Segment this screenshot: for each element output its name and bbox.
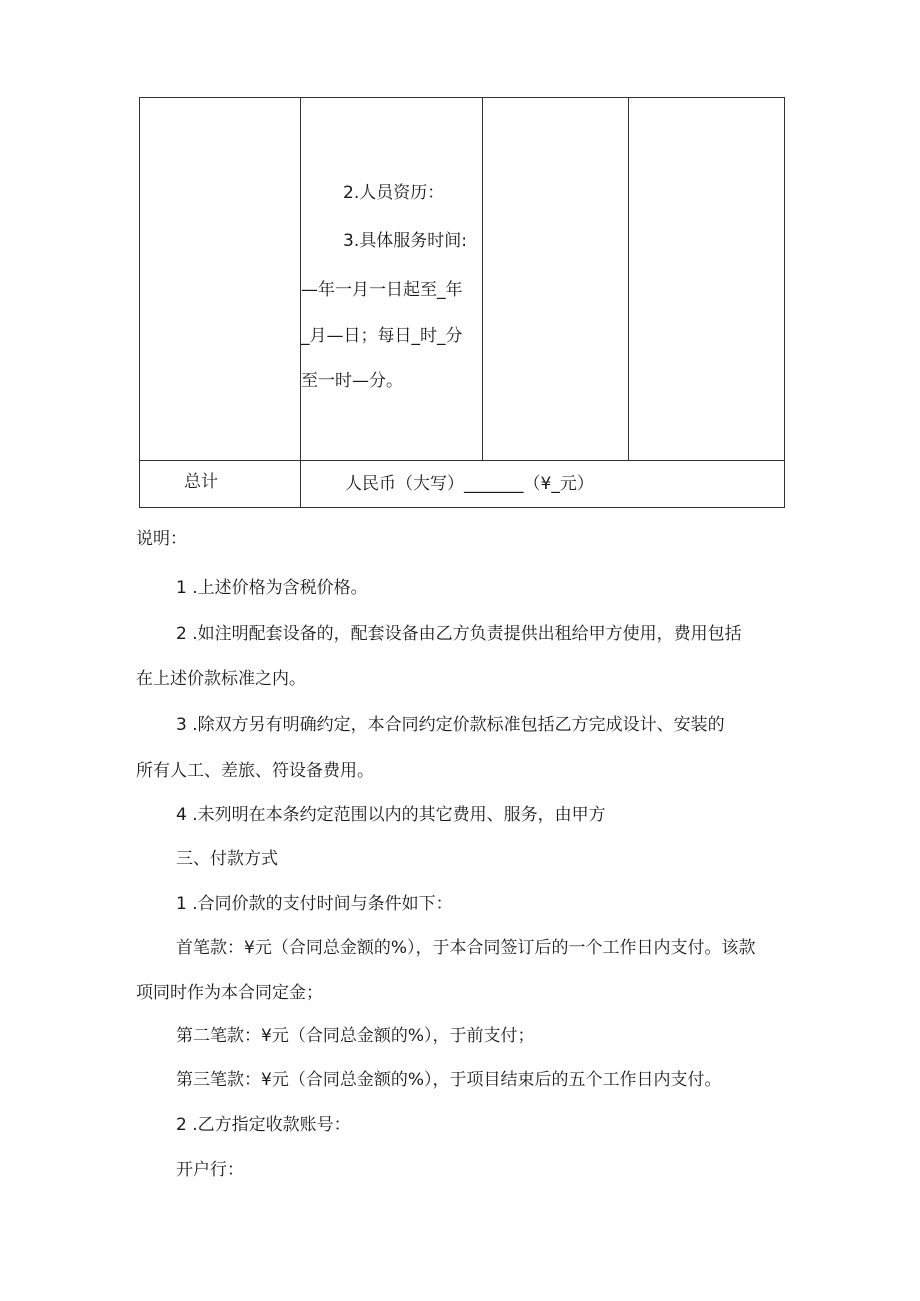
table-border-bottom: [139, 507, 785, 508]
total-label: 总计: [184, 472, 218, 492]
table-border-left: [139, 97, 140, 508]
notes-heading: 说明：: [136, 529, 187, 549]
table-row-divider: [139, 460, 785, 461]
service-line-end-time: 至一时—分。: [301, 371, 403, 391]
total-value: 人民币（大写）_______（¥_元）: [345, 474, 594, 494]
table-border-right: [784, 97, 785, 508]
pricing-table: [139, 97, 785, 508]
note-2-line-2: 在上述价款标准之内。: [136, 669, 306, 689]
first-payment-line-1: 首笔款：¥元（合同总金额的%），于本合同签订后的一个工作日内支付。该款: [176, 938, 756, 958]
second-payment: 第二笔款：¥元（合同总金额的%），于前支付；: [176, 1026, 535, 1046]
service-line-time: 3.具体服务时间:: [343, 231, 467, 251]
table-col-divider-1: [300, 97, 301, 508]
note-2-line-1: 2 .如注明配套设备的，配套设备由乙方负责提供出租给甲方使用，费用包括: [176, 624, 742, 644]
payment-clause-2: 2 .乙方指定收款账号：: [176, 1115, 351, 1135]
table-col-divider-2: [482, 97, 483, 461]
service-line-date-range: —年一月一日起至_年: [301, 280, 463, 300]
service-line-daily-hours: _月—日；每日_时_分: [301, 326, 463, 346]
payment-clause-1: 1 .合同价款的支付时间与条件如下：: [176, 894, 453, 914]
note-3-line-2: 所有人工、差旅、符设备费用。: [136, 761, 374, 781]
note-1: 1 .上述价格为含税价格。: [176, 578, 368, 598]
note-3-line-1: 3 .除双方另有明确约定，本合同约定价款标准包括乙方完成设计、安装的: [176, 715, 725, 735]
table-col-divider-3: [628, 97, 629, 461]
payment-heading: 三、付款方式: [176, 849, 278, 869]
service-line-qualification: 2.人员资历：: [343, 183, 445, 203]
first-payment-line-2: 项同时作为本合同定金；: [136, 983, 323, 1003]
table-border-top: [139, 97, 785, 98]
bank-label: 开户行：: [176, 1160, 244, 1180]
third-payment: 第三笔款：¥元（合同总金额的%），于项目结束后的五个工作日内支付。: [176, 1070, 722, 1090]
note-4: 4 .未列明在本条约定范围以内的其它费用、服务，由甲方: [176, 805, 606, 825]
